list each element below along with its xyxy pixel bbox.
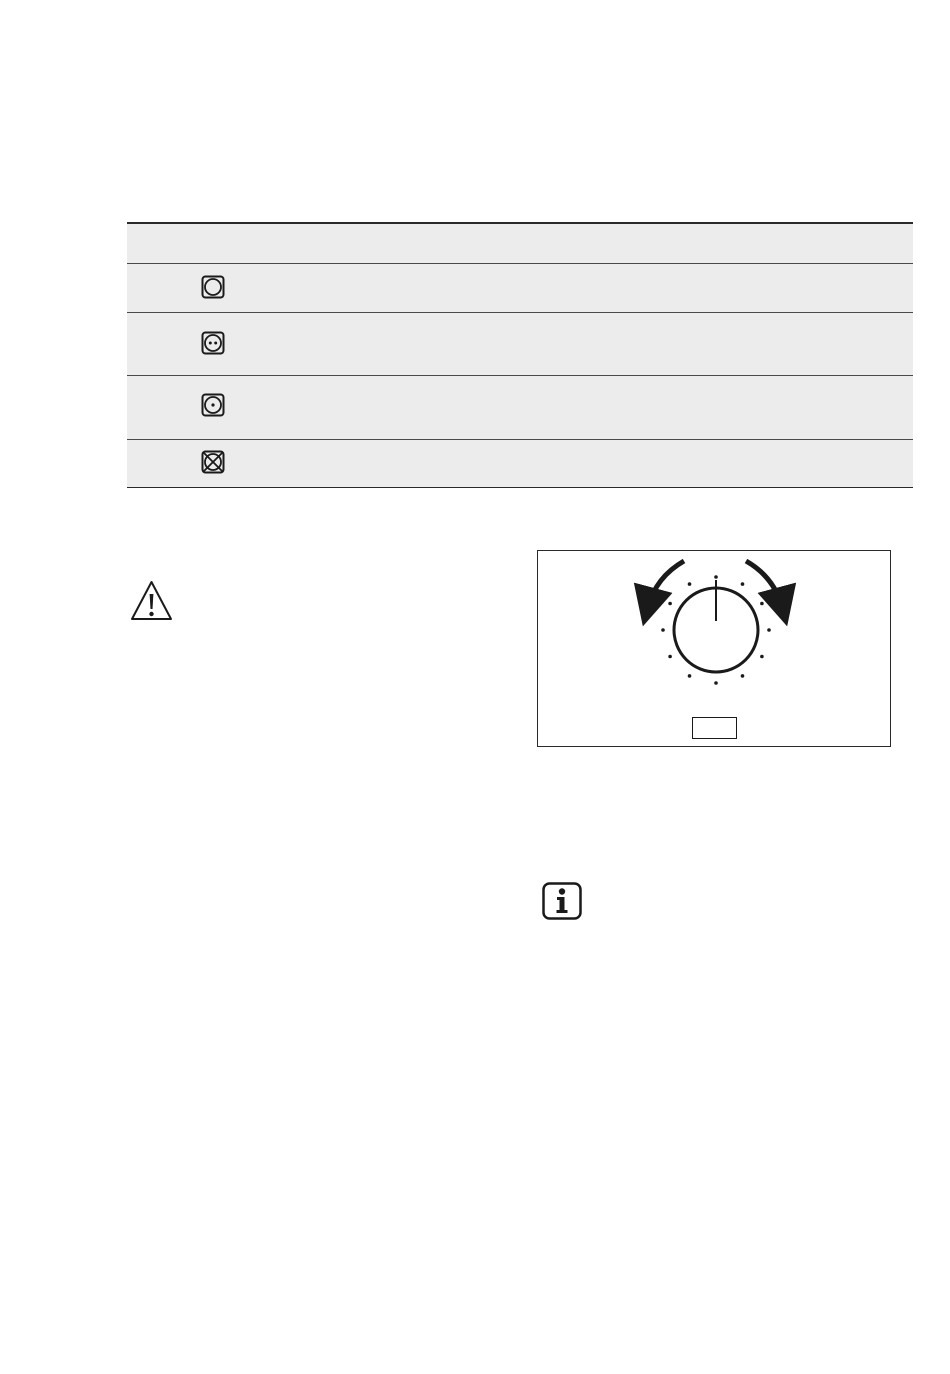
dial-dot [668,602,672,606]
warning-triangle-icon [129,579,174,623]
knob-diagram [537,550,891,747]
table-row [127,312,913,375]
rotate-right-arrow-icon [746,561,782,607]
dial-dot [760,655,764,659]
dial-dot [741,674,745,678]
dial-dot [661,628,665,632]
dial-dot [688,582,692,586]
square-circle-one-dot-icon [201,393,225,417]
table-row [127,375,913,439]
dial-dot [741,582,745,586]
dial-dot [668,655,672,659]
knob-indicator-box [692,717,737,739]
dial-dot [714,681,718,685]
info-icon [542,882,582,920]
square-circle-two-dots-icon [201,331,225,355]
rotate-left-arrow-icon [648,561,684,607]
table-row [127,263,913,312]
table-header [127,224,913,263]
symbol-table [127,222,913,488]
dial-dot [767,628,771,632]
table-row [127,439,913,487]
dial-dot [688,674,692,678]
square-circle-cross-icon [201,450,225,474]
square-circle-icon [201,275,225,299]
dial-dot [714,575,718,579]
dial-dot [760,602,764,606]
